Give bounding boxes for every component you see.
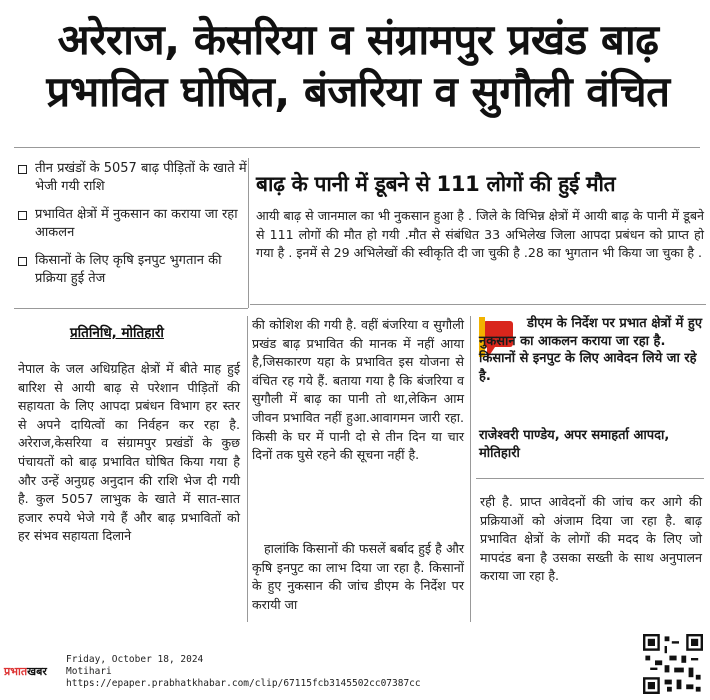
column-divider	[470, 316, 471, 622]
column-1-text: नेपाल के जल अधिग्रहित क्षेत्रों में बीते माह हुई बारिश से आयी बाढ़ से परेशान पीड़ितों की सहायता के लिए आपदा प्रबंधन विभाग हर स्तर से अपने दायित्वों का निर्वहन कर रहा है. अरेराज,केसरिया व संग्रामपुर प्रखंडों के कुछ पंचायतों को बाढ़ प्रभावित घोषित किया गया है और उन्हें अनुग्रह अनुदान की राशि भेज दी गयी है. कुल 5057 लाभुक के खाते में सात-सात हजार रुपये भेजे गये हैं और बाढ़ प्रभावितों को हर संभव सहायता दिलाने	[18, 361, 240, 544]
quote-attribution: राजेश्वरी पाण्डेय, अपर समाहर्ता आपदा, मोतिहारी	[479, 428, 670, 461]
column-divider	[248, 158, 249, 308]
deaths-paragraph: आयी बाढ़ से जानमाल का भी नुकसान हुआ है . जिले के विभिन्न क्षेत्रों में आयी बाढ़ के पानी में डूबने से 111 लोगों की मौत हो गयी .मौत से संबंधित 33 अभिलेख जिला आपदा प्रबंधन को प्राप्त हो गया है . इनमें से 29 अभिलेखों की स्वीकृति दी जा चुकी है .28 का भुगतान भी किया जा चुका है .	[256, 208, 704, 261]
clip-date: Friday, October 18, 2024	[66, 654, 204, 665]
section-divider	[250, 304, 706, 305]
column-divider	[247, 316, 248, 622]
quote-divider	[476, 478, 704, 479]
checkbox-bullet-icon	[18, 211, 27, 220]
clip-url[interactable]: https://epaper.prabhatkhabar.com/clip/67115fcb3145502cc07387cc	[66, 678, 421, 689]
subheadline: बाढ़ के पानी में डूबने से 111 लोगों की हुई मौत	[256, 172, 616, 196]
headline-line-1: अरेराज, केसरिया व संग्रामपुर प्रखंड बाढ़	[57, 15, 659, 64]
clip-place: Motihari	[66, 666, 112, 677]
headline-line-2: प्रभावित घोषित, बंजरिया व सुगौली वंचित	[46, 67, 670, 116]
checkbox-bullet-icon	[18, 165, 27, 174]
highlight-text: प्रभावित क्षेत्रों में नुकसान का कराया जा रहा आकलन	[35, 207, 238, 240]
quote-text: डीएम के निर्देश पर प्रभात क्षेत्रों में हुए नुकसान का आकलन कराया जा रहा है. किसानों से इनपुट के लिए आवेदन लिये जा रहे है.	[479, 316, 703, 384]
highlight-text: किसानों के लिए कृषि इनपुट भुगतान की प्रक्रिया हुई तेज	[35, 253, 222, 286]
logo-word-1: प्रभात	[4, 665, 28, 678]
prabhat-khabar-logo	[4, 664, 47, 679]
headline	[18, 14, 698, 118]
qr-code-icon[interactable]	[643, 634, 703, 694]
byline: प्रतिनिधि, मोतिहारी	[70, 325, 164, 341]
bullets-divider	[14, 308, 248, 309]
highlights-list	[18, 160, 248, 298]
column-3-text: रही है. प्राप्त आवेदनों की जांच कर आगे की प्रक्रियाओं को अंजाम दिया जा रहा है. बाढ़ प्रभावित क्षेत्रों के लोगों की मदद के लिए जो मापदंड बना है उसका सख्ती के साथ अनुपालन कराया जा रहा है.	[480, 494, 702, 584]
logo-word-2: खबर	[27, 665, 47, 678]
headline-divider	[14, 147, 700, 148]
checkbox-bullet-icon	[18, 257, 27, 266]
highlight-item	[18, 160, 248, 196]
highlight-item	[18, 206, 248, 242]
column-2-text: की कोशिश की गयी है. वहीं बंजरिया व सुगौली प्रखंड बाढ़ प्रभावित की मानक में नहीं आया है,जिसकारण यहा के प्रभावित इस योजना से वंचित रह गये हैं. बताया गया है कि बंजरिया व सुगौली में बाढ़ का पानी तो था,लेकिन आम जीवन प्रभावित नहीं हुआ.आवागमन जारी रहा. किसी के घर में पानी दो से तीन दिन या चार दिनों तक घुसे रहने की सूचना नहीं है.	[252, 317, 464, 463]
clip-meta	[66, 654, 421, 690]
clip-footer	[0, 640, 710, 700]
column-2-text-continued: हालांकि किसानों की फसलें बर्बाद हुई है और कृषि इनपुट का लाभ दिया जा रहा है. किसानों के हुए नुकसान की जांच डीएम के निर्देश पर करायी जा	[252, 541, 464, 612]
highlight-item	[18, 252, 248, 288]
highlight-text: तीन प्रखंडों के 5057 बाढ़ पीड़ितों के खाते में भेजी गयी राशि	[35, 161, 247, 194]
